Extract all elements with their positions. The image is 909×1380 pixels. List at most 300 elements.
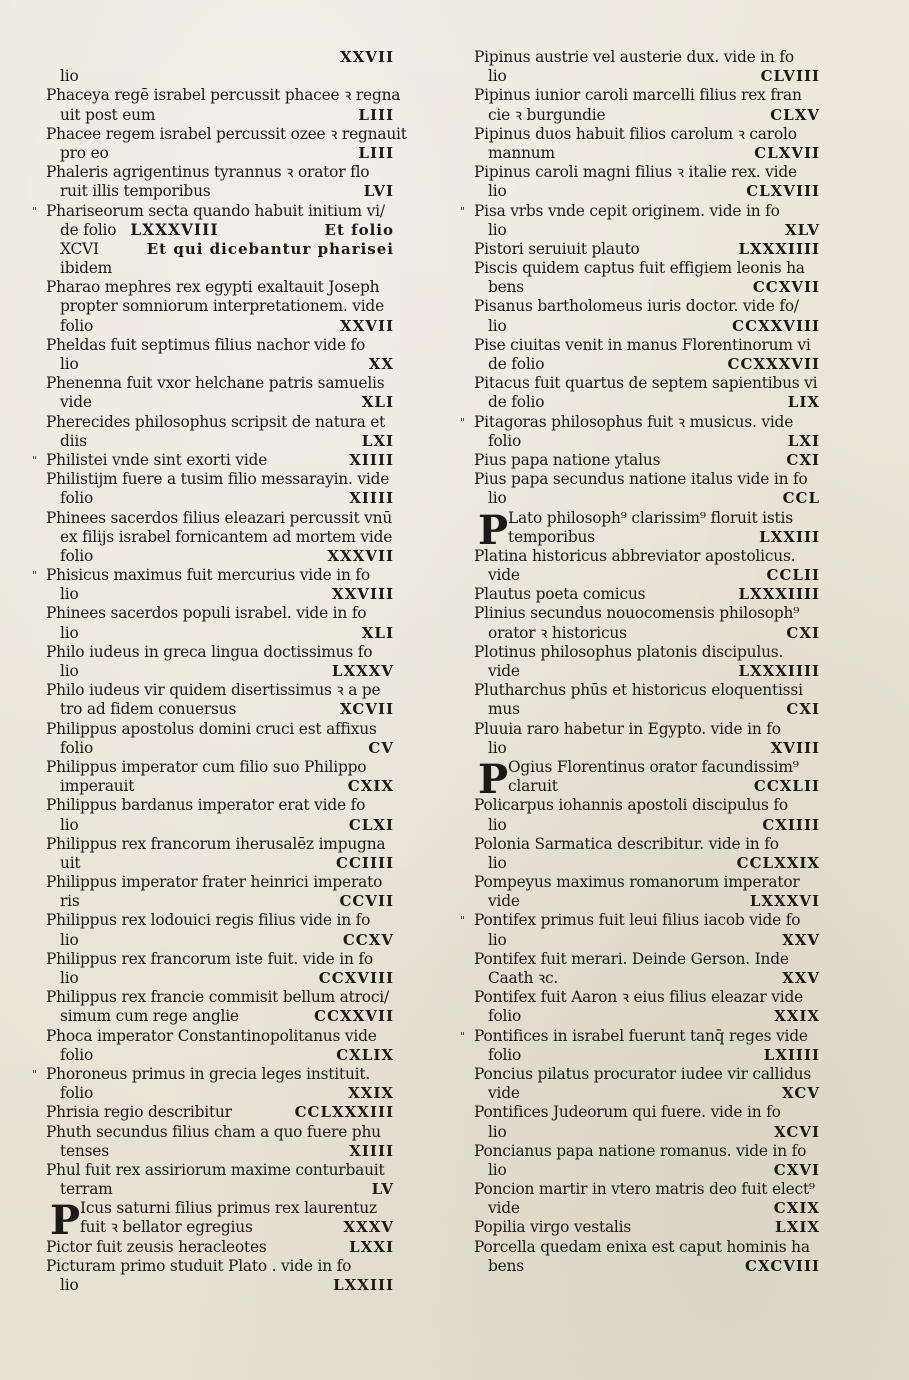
- entry-folio-number: CLVIII: [760, 67, 820, 86]
- index-line: [474, 739, 820, 758]
- index-line: [474, 240, 820, 259]
- index-line: [474, 259, 820, 278]
- entry-text: imperauit: [60, 777, 135, 796]
- entry-folio-number: CXLIX: [336, 1045, 394, 1064]
- entry-folio-number: CCLII: [766, 566, 820, 585]
- index-line: [460, 911, 820, 930]
- index-line: [474, 528, 820, 547]
- entry-text: folio: [488, 1045, 522, 1064]
- entry-text: simum cum rege anglie: [60, 1007, 239, 1026]
- entry-folio-number: LVI: [363, 182, 394, 201]
- index-line: [46, 720, 394, 739]
- index-line: [46, 336, 394, 355]
- index-line: [46, 1218, 394, 1237]
- index-line: [46, 547, 394, 566]
- entry-text: Phoroneus primus in grecia leges instituit.: [46, 1064, 371, 1083]
- entry-folio-number: LV: [371, 1180, 394, 1199]
- entry-text: Pheldas fuit septimus filius nachor vide fo: [46, 335, 366, 354]
- index-line: [474, 336, 820, 355]
- entry-text: folio: [60, 738, 94, 757]
- entry-text: Pipinus caroli magni filius ꝛ italie rex. vide: [474, 163, 797, 182]
- entry-text: lio: [60, 623, 79, 642]
- index-line: [474, 854, 820, 873]
- entry-folio-number: LXIIII: [763, 1045, 820, 1064]
- index-line: [46, 1161, 394, 1180]
- entry-text: vide: [60, 393, 92, 412]
- margin-mark: ": [460, 914, 466, 928]
- entry-text: claruit: [508, 777, 558, 796]
- entry-folio-number: CCLXXIX: [736, 853, 820, 872]
- margin-mark: ": [32, 204, 38, 218]
- entry-text: pro eo: [60, 143, 109, 162]
- index-line: [46, 163, 394, 182]
- entry-text: Phul fuit rex assiriorum maxime conturbauit: [46, 1160, 385, 1179]
- entry-folio-number: CXIIII: [762, 815, 820, 834]
- index-line: [46, 892, 394, 911]
- entry-folio-number: XXV: [782, 930, 820, 949]
- entry-folio-number: CLXV: [770, 105, 820, 124]
- index-line: [46, 643, 394, 662]
- index-line: [474, 470, 820, 489]
- index-line: [474, 816, 820, 835]
- index-line: [474, 1161, 820, 1180]
- index-line: [32, 450, 394, 470]
- entry-text: Phoca imperator Constantinopolitanus vide: [46, 1026, 377, 1045]
- entry-text: lio: [488, 930, 507, 949]
- index-line: [46, 374, 394, 393]
- index-line: [474, 1218, 820, 1237]
- index-line: [46, 777, 394, 796]
- index-line: [474, 106, 820, 125]
- entry-text: vide: [488, 892, 520, 911]
- entry-text: Plutharchus phūs et historicus eloquentissi: [474, 681, 803, 700]
- entry-text: lio: [488, 67, 507, 86]
- entry-text: Pontifex fuit Aaron ꝛ eius filius eleazar vide: [474, 988, 804, 1007]
- index-line: [46, 585, 394, 604]
- entry-text: Pipinus iunior caroli marcelli filius rex fran: [474, 86, 802, 105]
- entry-text: XCVI: [60, 239, 99, 258]
- index-line: [474, 835, 820, 854]
- index-line: [460, 201, 820, 221]
- entry-folio-number: XXVII: [340, 316, 394, 335]
- entry-text: cie ꝛ burgundie: [488, 105, 606, 124]
- index-line: [474, 489, 820, 508]
- entry-text: mannum: [488, 143, 555, 162]
- index-line: [46, 67, 394, 86]
- entry-text: ris: [60, 892, 80, 911]
- index-line: [46, 1103, 394, 1122]
- entry-folio-number: CCXXVII: [314, 1007, 394, 1026]
- right-column: [460, 48, 820, 1276]
- entry-folio-number: CCIIII: [336, 853, 394, 872]
- index-line: [46, 1007, 394, 1026]
- index-line: [46, 700, 394, 719]
- entry-text: Picturam primo studuit Plato . vide in fo: [46, 1256, 352, 1275]
- entry-text: Phenenna fuit vxor helchane patris samuelis: [46, 374, 385, 393]
- index-line: [474, 451, 820, 470]
- entry-folio-number: CCXXXVII: [727, 355, 820, 373]
- entry-text: lio: [60, 815, 79, 834]
- entry-folio-number: XX: [368, 355, 394, 373]
- index-line: [46, 489, 394, 508]
- entry-text: Pitacus fuit quartus de septem sapientibus vi: [474, 374, 818, 393]
- index-line: [46, 278, 394, 297]
- margin-mark: ": [32, 453, 38, 467]
- entry-text: Icus saturni filius primus rex laurentuz: [80, 1199, 377, 1218]
- index-line: [46, 1046, 394, 1065]
- index-line: [46, 317, 394, 336]
- entry-folio-number: CCVII: [339, 892, 394, 911]
- index-line: [32, 201, 394, 221]
- index-line: [474, 317, 820, 336]
- entry-text: Pompeyus maximus romanorum imperator: [474, 873, 800, 892]
- entry-text: Pontifices in israbel fuerunt tanq̄ reges vide: [474, 1026, 808, 1045]
- entry-folio-number: CXI: [786, 450, 820, 469]
- index-line: [474, 393, 820, 412]
- index-line: [474, 950, 820, 969]
- entry-text: lio: [488, 1122, 507, 1141]
- entry-folio-number: XXXVII: [327, 546, 394, 565]
- margin-mark: ": [32, 569, 38, 583]
- entry-folio-number: LXXIII: [759, 527, 820, 546]
- index-line: [46, 796, 394, 815]
- entry-text: Phinees sacerdos filius eleazari percussit vnū: [46, 508, 393, 527]
- index-line: [46, 662, 394, 681]
- index-line: [46, 911, 394, 930]
- index-line: [474, 1142, 820, 1161]
- entry-text: folio: [60, 1045, 94, 1064]
- index-line: [46, 48, 394, 67]
- entry-text: Phaceya regē israbel percussit phacee ꝛ regna: [46, 86, 401, 105]
- index-line: [46, 86, 401, 105]
- entry-text: Pius papa secundus natione italus vide in fo: [474, 470, 808, 489]
- entry-text: folio: [60, 316, 94, 335]
- index-line: [474, 892, 820, 911]
- entry-folio-number: LXXXIIII: [738, 585, 820, 604]
- entry-text: Phariseorum secta quando habuit initium vi/: [46, 201, 385, 220]
- entry-text: Pipinus austrie vel austerie dux. vide in fo: [474, 48, 794, 66]
- entry-folio-number: XLI: [361, 393, 394, 412]
- entry-folio-number: XXIX: [348, 1084, 394, 1103]
- entry-folio-number: LXXIII: [333, 1276, 394, 1294]
- entry-text: Platina historicus abbreviator apostolicus.: [474, 546, 796, 565]
- entry-text: lio: [488, 489, 507, 508]
- entry-text: vide: [488, 662, 520, 680]
- index-line: [46, 432, 394, 451]
- entry-folio-number: CCL: [782, 489, 820, 508]
- entry-text: orator ꝛ historicus: [488, 623, 627, 642]
- left-column: [32, 48, 407, 1295]
- index-line: [46, 1027, 394, 1046]
- index-line: [474, 777, 820, 796]
- index-line: [46, 816, 394, 835]
- entry-text: Ogius Florentinus orator facundissim⁹: [508, 757, 799, 776]
- entry-folio-number: CV: [368, 738, 394, 757]
- margin-mark: ": [460, 1029, 466, 1043]
- entry-folio-number: Et folio: [324, 220, 394, 239]
- entry-text: lio: [60, 930, 79, 949]
- index-line: [474, 182, 820, 201]
- entry-folio-number: CLXI: [348, 815, 394, 834]
- index-line: [474, 1046, 820, 1065]
- index-line: [474, 355, 820, 374]
- entry-folio-number: XLI: [361, 623, 394, 642]
- index-line: [46, 873, 394, 892]
- entry-text: Phinees sacerdos populi israbel. vide in fo: [46, 604, 367, 623]
- index-line: [46, 1084, 394, 1103]
- entry-text: temporibus: [508, 527, 595, 546]
- entry-text: Pipinus duos habuit filios carolum ꝛ carolo: [474, 124, 797, 143]
- entry-text: terram: [60, 1180, 113, 1199]
- index-line: [474, 297, 820, 316]
- index-line: [474, 1257, 820, 1276]
- entry-folio-number: CXI: [786, 623, 820, 642]
- entry-text: Philistijm fuere a tusim filio messarayin. vide: [46, 470, 390, 489]
- entry-text: Pisa vrbs vnde cepit originem. vide in fo: [474, 201, 780, 220]
- entry-text: Plotinus philosophus platonis discipulus.: [474, 642, 784, 661]
- entry-text: ruit illis temporibus: [60, 182, 211, 201]
- entry-text: Pitagoras philosophus fuit ꝛ musicus. vide: [474, 412, 794, 431]
- entry-text: propter somniorum interpretationem. vide: [60, 297, 384, 316]
- entry-text: bens: [488, 1256, 524, 1275]
- index-line: [460, 1026, 820, 1046]
- entry-text: lio: [488, 853, 507, 872]
- entry-text: Pictor fuit zeusis heracleotes: [46, 1237, 267, 1256]
- entry-folio-number: CLXVIII: [746, 182, 820, 201]
- entry-text: Policarpus iohannis apostoli discipulus fo: [474, 796, 788, 815]
- index-line: [32, 566, 394, 585]
- entry-folio-number: LXXXIIII: [738, 662, 820, 680]
- index-line: [474, 1180, 820, 1199]
- index-line: [46, 739, 394, 758]
- index-line: [474, 1007, 820, 1026]
- entry-folio-number: XIIII: [349, 450, 394, 469]
- entry-folio-number: LXI: [361, 431, 394, 450]
- index-line: [474, 796, 820, 815]
- index-line: [46, 528, 394, 547]
- entry-text: Philippus imperator frater heinrici imperato: [46, 873, 383, 892]
- entry-folio-number: XXXV: [343, 1218, 394, 1237]
- index-line: [46, 509, 394, 528]
- entry-text: Philippus rex francorum iherusalēz impugna: [46, 834, 386, 853]
- entry-text: Phisicus maximus fuit mercurius vide in fo: [46, 566, 370, 585]
- entry-text: lio: [488, 815, 507, 834]
- margin-mark: ": [32, 1067, 38, 1081]
- entry-text: lio: [488, 316, 507, 335]
- entry-text: Philistei vnde sint exorti vide: [46, 450, 268, 469]
- entry-text: fuit ꝛ bellator egregius: [80, 1218, 253, 1237]
- entry-text: lio: [488, 182, 507, 201]
- entry-text: Philippus rex francie commisit bellum atroci/: [46, 988, 389, 1007]
- entry-text: tenses: [60, 1141, 109, 1160]
- index-line: [46, 604, 394, 623]
- entry-text: vide: [488, 1084, 520, 1103]
- index-line: [46, 1123, 394, 1142]
- entry-folio-number: XIIII: [349, 489, 394, 508]
- index-line: [460, 412, 820, 432]
- entry-text: Pontifices Judeorum qui fuere. vide in fo: [474, 1103, 781, 1122]
- entry-text: lio: [488, 738, 507, 757]
- entry-folio-number: LIX: [787, 393, 820, 412]
- index-line: [46, 106, 394, 125]
- entry-text: lio: [60, 585, 79, 604]
- entry-text: folio: [488, 1007, 522, 1026]
- entry-text: Popilia virgo vestalis: [474, 1218, 632, 1237]
- entry-text: Phuth secundus filius cham a quo fuere phu: [46, 1122, 381, 1141]
- entry-text: bens: [488, 278, 524, 297]
- index-line: [474, 125, 820, 144]
- entry-text: Pontifex fuit merari. Deinde Gerson. Inde: [474, 949, 789, 968]
- entry-text: diis: [60, 431, 87, 450]
- index-line: [474, 873, 820, 892]
- entry-text: Pharao mephres rex egypti exaltauit Joseph: [46, 278, 380, 297]
- entry-folio-number: XCVII: [340, 700, 394, 719]
- margin-mark: ": [460, 204, 466, 218]
- index-line: [474, 1238, 820, 1257]
- index-line: [474, 144, 820, 163]
- entry-folio-number: LXIX: [775, 1218, 820, 1237]
- index-line: [474, 163, 820, 182]
- index-line: [46, 259, 394, 278]
- entry-folio-number: LIII: [358, 105, 394, 124]
- entry-folio-number: LXXXVI: [749, 892, 820, 911]
- entry-text: Philippus imperator cum filio suo Philippo: [46, 757, 367, 776]
- entry-text: mus: [488, 700, 520, 719]
- index-line: [474, 86, 820, 105]
- entry-text: lio: [60, 1276, 79, 1294]
- entry-folio-number: XXV: [782, 969, 820, 987]
- entry-folio-number: CXVI: [773, 1160, 820, 1179]
- entry-text: folio: [60, 1084, 94, 1103]
- index-line: [46, 758, 394, 777]
- entry-folio-number: XIIII: [349, 1141, 394, 1160]
- index-line: [474, 1123, 820, 1142]
- entry-folio-number: XCV: [782, 1084, 820, 1103]
- index-line: [46, 182, 394, 201]
- index-line: [46, 1142, 394, 1161]
- entry-text: lio: [488, 1160, 507, 1179]
- entry-text: lio: [60, 662, 79, 680]
- entry-folio-number: CCLXXXIII: [294, 1103, 394, 1122]
- index-line: [46, 969, 394, 988]
- entry-text: Pisanus bartholomeus iuris doctor. vide fo/: [474, 297, 799, 316]
- index-line: [46, 988, 394, 1007]
- entry-text: Piscis quidem captus fuit effigiem leonis ha: [474, 259, 805, 278]
- entry-text: ibidem: [60, 259, 113, 278]
- entry-text: lio: [488, 220, 507, 239]
- entry-text: Philo iudeus vir quidem disertissimus ꝛ a pe: [46, 681, 381, 700]
- index-line: [474, 1103, 820, 1122]
- index-line: [474, 432, 820, 451]
- index-line: [474, 969, 820, 988]
- entry-folio-number: CCXV: [342, 930, 394, 949]
- entry-text: Poncion martir in vtero matris deo fuit elect⁹: [474, 1180, 815, 1199]
- entry-folio-number: Et qui dicebantur pharisei: [146, 239, 394, 258]
- index-line: [474, 374, 820, 393]
- entry-text: Phrisia regio describitur: [46, 1103, 232, 1122]
- entry-text: Pluuia raro habetur in Egypto. vide in fo: [474, 719, 781, 738]
- entry-text: lio: [60, 67, 79, 86]
- entry-text: folio: [60, 546, 94, 565]
- index-line: [46, 1238, 394, 1257]
- entry-folio-number: LIII: [358, 143, 394, 162]
- index-line: [474, 221, 820, 240]
- entry-text: Pius papa natione ytalus: [474, 450, 661, 469]
- entry-folio-number: CCXVIII: [318, 969, 394, 987]
- initial-capital: P: [50, 1197, 81, 1245]
- index-line: [46, 681, 394, 700]
- entry-text: Philo iudeus in greca lingua doctissimus fo: [46, 642, 373, 661]
- entry-text: Lato philosoph⁹ clarissim⁹ floruit istis: [508, 508, 793, 527]
- entry-folio-number: CXCVIII: [745, 1256, 820, 1275]
- index-line: [46, 221, 394, 240]
- index-line: [46, 950, 394, 969]
- entry-text: tro ad fidem conuersus: [60, 700, 237, 719]
- index-line: [474, 1199, 820, 1218]
- index-line: [474, 988, 820, 1007]
- margin-mark: ": [460, 415, 466, 429]
- entry-text: Caath ꝛc.: [488, 969, 559, 987]
- index-line: [474, 1084, 820, 1103]
- entry-text: Pontifex primus fuit leui filius iacob vide fo: [474, 911, 801, 930]
- entry-text: Plinius secundus nouocomensis philosoph⁹: [474, 604, 800, 623]
- entry-folio-number: LXXXV: [331, 662, 394, 680]
- entry-text: lio: [60, 355, 79, 373]
- entry-text: Pistori seruiuit plauto: [474, 239, 640, 258]
- entry-text: Phacee regem israbel percussit ozee ꝛ regnauit: [46, 124, 407, 143]
- index-line: [46, 297, 394, 316]
- index-line: [474, 585, 820, 604]
- entry-folio-number: XXVIII: [332, 585, 394, 604]
- entry-folio-number: CCXVII: [752, 278, 820, 297]
- index-line: [46, 124, 407, 144]
- index-line: [46, 854, 394, 873]
- index-line: [474, 278, 820, 297]
- entry-folio-number: LXXXVIII: [130, 220, 219, 239]
- index-line: [46, 144, 394, 163]
- entry-text: vide: [488, 1199, 520, 1218]
- entry-folio-number: CXIX: [773, 1199, 820, 1218]
- entry-text: Plautus poeta comicus: [474, 585, 646, 604]
- entry-folio-number: XLV: [784, 220, 820, 239]
- index-line: [474, 720, 820, 739]
- index-line: [46, 1180, 394, 1199]
- entry-text: Philippus bardanus imperator erat vide fo: [46, 796, 366, 815]
- initial-capital: P: [478, 506, 509, 554]
- entry-text: folio: [488, 431, 522, 450]
- entry-text: vide: [488, 566, 520, 585]
- initial-capital: P: [478, 755, 509, 803]
- entry-text: uit post eum: [60, 105, 156, 124]
- entry-text: Pise ciuitas venit in manus Florentinorum vi: [474, 335, 811, 354]
- index-line: [46, 470, 394, 489]
- index-line: [46, 240, 394, 259]
- entry-text: Philippus apostolus domini cruci est affixus: [46, 719, 377, 738]
- index-line: [46, 413, 394, 432]
- index-line: [474, 643, 820, 662]
- entry-text: ex filijs israbel fornicantem ad mortem vide: [60, 527, 393, 546]
- entry-folio-number: XXIX: [774, 1007, 820, 1026]
- entry-folio-number: XCVI: [774, 1122, 820, 1141]
- entry-folio-number: LXI: [787, 431, 820, 450]
- entry-folio-number: CXI: [786, 700, 820, 719]
- entry-folio-number: CLXVII: [754, 143, 820, 162]
- entry-text: Polonia Sarmatica describitur. vide in fo: [474, 834, 779, 853]
- entry-text: uit: [60, 853, 81, 872]
- entry-text: Philippus rex francorum iste fuit. vide in fo: [46, 949, 373, 968]
- entry-text: de folio: [488, 355, 545, 373]
- index-line: [474, 624, 820, 643]
